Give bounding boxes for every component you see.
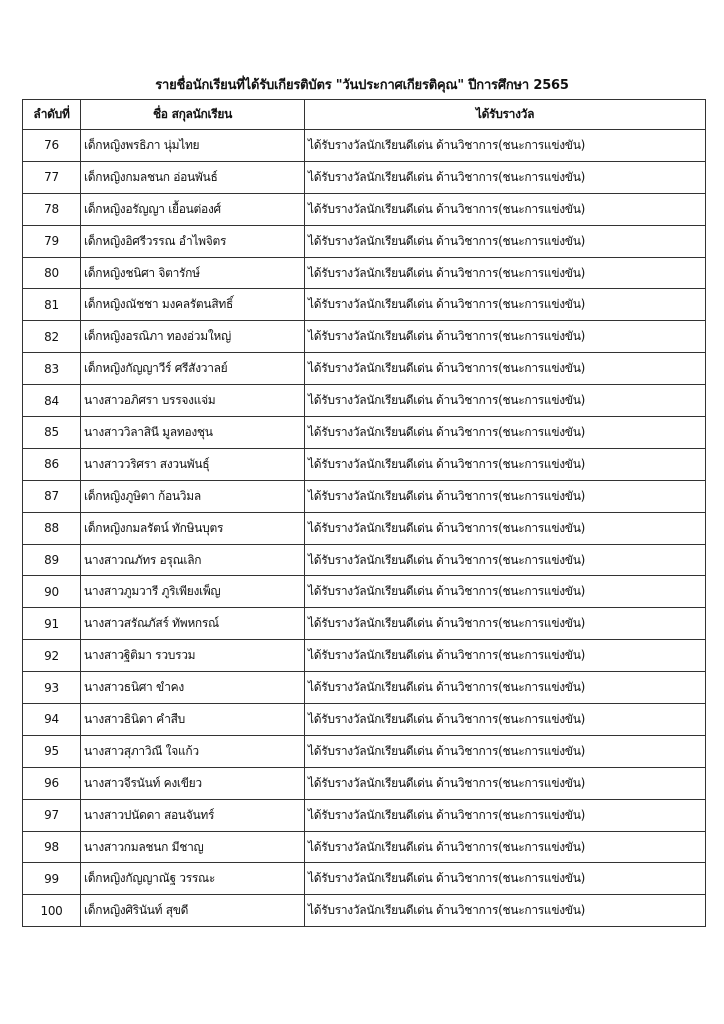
table-row	[23, 225, 706, 257]
header-row	[23, 100, 706, 130]
award-text: ได้รับรางวัลนักเรียนดีเด่น ด้านวิชาการ(ชนะการแข่งขัน)	[305, 608, 706, 640]
award-text: ได้รับรางวัลนักเรียนดีเด่น ด้านวิชาการ(ชนะการแข่งขัน)	[305, 417, 706, 449]
award-text: ได้รับรางวัลนักเรียนดีเด่น ด้านวิชาการ(ชนะการแข่งขัน)	[305, 863, 706, 895]
row-number: 87	[23, 480, 81, 512]
row-number: 88	[23, 512, 81, 544]
student-name: เด็กหญิงพรธิภา นุ่มไทย	[81, 130, 305, 162]
row-number: 83	[23, 353, 81, 385]
row-number: 79	[23, 225, 81, 257]
student-name: นางสาวณภัทร อรุณเลิก	[81, 544, 305, 576]
row-number: 97	[23, 799, 81, 831]
award-text: ได้รับรางวัลนักเรียนดีเด่น ด้านวิชาการ(ชนะการแข่งขัน)	[305, 672, 706, 704]
student-name: นางสาววิลาสินี มูลทองชุน	[81, 417, 305, 449]
table-row	[23, 704, 706, 736]
table-row	[23, 512, 706, 544]
student-name: นางสาวธนิศา ขำคง	[81, 672, 305, 704]
student-name: นางสาวกมลชนก มีชาญ	[81, 831, 305, 863]
award-text: ได้รับรางวัลนักเรียนดีเด่น ด้านวิชาการ(ชนะการแข่งขัน)	[305, 895, 706, 927]
student-name: นางสาวอภิศรา บรรจงแจ่ม	[81, 385, 305, 417]
award-text: ได้รับรางวัลนักเรียนดีเด่น ด้านวิชาการ(ชนะการแข่งขัน)	[305, 161, 706, 193]
page-title: รายชื่อนักเรียนที่ได้รับเกียรติบัตร "วันประกาศเกียรติคุณ" ปีการศึกษา 2565	[155, 78, 569, 93]
header-name: ชื่อ สกุลนักเรียน	[81, 100, 305, 130]
table-row	[23, 289, 706, 321]
row-number: 89	[23, 544, 81, 576]
table-row	[23, 130, 706, 162]
table-row	[23, 640, 706, 672]
award-text: ได้รับรางวัลนักเรียนดีเด่น ด้านวิชาการ(ชนะการแข่งขัน)	[305, 385, 706, 417]
award-text: ได้รับรางวัลนักเรียนดีเด่น ด้านวิชาการ(ชนะการแข่งขัน)	[305, 704, 706, 736]
table-header	[23, 100, 706, 130]
table-row	[23, 321, 706, 353]
table-row	[23, 608, 706, 640]
table-row	[23, 353, 706, 385]
award-text: ได้รับรางวัลนักเรียนดีเด่น ด้านวิชาการ(ชนะการแข่งขัน)	[305, 130, 706, 162]
table-row	[23, 895, 706, 927]
table-body	[23, 130, 706, 927]
award-text: ได้รับรางวัลนักเรียนดีเด่น ด้านวิชาการ(ชนะการแข่งขัน)	[305, 799, 706, 831]
header-award: ได้รับรางวัล	[305, 100, 706, 130]
row-number: 99	[23, 863, 81, 895]
award-text: ได้รับรางวัลนักเรียนดีเด่น ด้านวิชาการ(ชนะการแข่งขัน)	[305, 448, 706, 480]
student-name: เด็กหญิงชนิศา จิตารักษ์	[81, 257, 305, 289]
award-text: ได้รับรางวัลนักเรียนดีเด่น ด้านวิชาการ(ชนะการแข่งขัน)	[305, 257, 706, 289]
student-name: เด็กหญิงอิศรีวรรณ อำไพจิตร	[81, 225, 305, 257]
row-number: 92	[23, 640, 81, 672]
student-name: เด็กหญิงกมลรัตน์ ทักษินบุตร	[81, 512, 305, 544]
student-name: เด็กหญิงกมลชนก อ่อนพันธ์	[81, 161, 305, 193]
table-row	[23, 417, 706, 449]
row-number: 98	[23, 831, 81, 863]
award-text: ได้รับรางวัลนักเรียนดีเด่น ด้านวิชาการ(ชนะการแข่งขัน)	[305, 480, 706, 512]
award-text: ได้รับรางวัลนักเรียนดีเด่น ด้านวิชาการ(ชนะการแข่งขัน)	[305, 640, 706, 672]
row-number: 86	[23, 448, 81, 480]
award-text: ได้รับรางวัลนักเรียนดีเด่น ด้านวิชาการ(ชนะการแข่งขัน)	[305, 353, 706, 385]
student-name: เด็กหญิงณัชชา มงคลรัตนสิทธิ์	[81, 289, 305, 321]
row-number: 77	[23, 161, 81, 193]
row-number: 91	[23, 608, 81, 640]
award-text: ได้รับรางวัลนักเรียนดีเด่น ด้านวิชาการ(ชนะการแข่งขัน)	[305, 544, 706, 576]
student-name: เด็กหญิงศิรินันท์ สุขดี	[81, 895, 305, 927]
row-number: 80	[23, 257, 81, 289]
table-row	[23, 831, 706, 863]
row-number: 85	[23, 417, 81, 449]
row-number: 90	[23, 576, 81, 608]
award-text: ได้รับรางวัลนักเรียนดีเด่น ด้านวิชาการ(ชนะการแข่งขัน)	[305, 576, 706, 608]
award-text: ได้รับรางวัลนักเรียนดีเด่น ด้านวิชาการ(ชนะการแข่งขัน)	[305, 225, 706, 257]
table-row	[23, 544, 706, 576]
student-name: นางสาววริศรา สงวนพันธุ์	[81, 448, 305, 480]
table-row	[23, 576, 706, 608]
row-number: 96	[23, 767, 81, 799]
table-row	[23, 863, 706, 895]
row-number: 94	[23, 704, 81, 736]
row-number: 100	[23, 895, 81, 927]
table-row	[23, 193, 706, 225]
table-row	[23, 257, 706, 289]
table-row	[23, 480, 706, 512]
student-name: นางสาวภูมวารี ภูริเพียงเพ็ญ	[81, 576, 305, 608]
row-number: 93	[23, 672, 81, 704]
award-text: ได้รับรางวัลนักเรียนดีเด่น ด้านวิชาการ(ชนะการแข่งขัน)	[305, 289, 706, 321]
student-name: เด็กหญิงอรัญญา เยื้อนต่องศ์	[81, 193, 305, 225]
row-number: 76	[23, 130, 81, 162]
table-row	[23, 672, 706, 704]
award-text: ได้รับรางวัลนักเรียนดีเด่น ด้านวิชาการ(ชนะการแข่งขัน)	[305, 321, 706, 353]
award-text: ได้รับรางวัลนักเรียนดีเด่น ด้านวิชาการ(ชนะการแข่งขัน)	[305, 193, 706, 225]
award-text: ได้รับรางวัลนักเรียนดีเด่น ด้านวิชาการ(ชนะการแข่งขัน)	[305, 767, 706, 799]
student-name: นางสาวสุภาวิณี ใจแก้ว	[81, 735, 305, 767]
row-number: 82	[23, 321, 81, 353]
table-row	[23, 767, 706, 799]
student-name: นางสาวสรัณภัสร์ ทัพหกรณ์	[81, 608, 305, 640]
student-name: เด็กหญิงกัญญาวีร์ ศรีสังวาลย์	[81, 353, 305, 385]
award-text: ได้รับรางวัลนักเรียนดีเด่น ด้านวิชาการ(ชนะการแข่งขัน)	[305, 831, 706, 863]
award-text: ได้รับรางวัลนักเรียนดีเด่น ด้านวิชาการ(ชนะการแข่งขัน)	[305, 512, 706, 544]
student-name: นางสาวปนัดดา สอนจันทร์	[81, 799, 305, 831]
student-name: นางสาวฐิติมา รวบรวม	[81, 640, 305, 672]
table-row	[23, 735, 706, 767]
awards-table	[22, 99, 706, 927]
header-number: ลำดับที่	[23, 100, 81, 130]
table-row	[23, 799, 706, 831]
row-number: 95	[23, 735, 81, 767]
student-name: นางสาวธินิดา คำสืบ	[81, 704, 305, 736]
table-row	[23, 161, 706, 193]
table-row	[23, 448, 706, 480]
row-number: 84	[23, 385, 81, 417]
award-text: ได้รับรางวัลนักเรียนดีเด่น ด้านวิชาการ(ชนะการแข่งขัน)	[305, 735, 706, 767]
row-number: 81	[23, 289, 81, 321]
row-number: 78	[23, 193, 81, 225]
table-row	[23, 385, 706, 417]
student-name: เด็กหญิงอรณิภา ทองอ่วมใหญ่	[81, 321, 305, 353]
student-name: เด็กหญิงกัญญาณัฐ วรรณะ	[81, 863, 305, 895]
student-name: นางสาวจีรนันท์ คงเขียว	[81, 767, 305, 799]
student-name: เด็กหญิงภูษิตา ก้อนวิมล	[81, 480, 305, 512]
